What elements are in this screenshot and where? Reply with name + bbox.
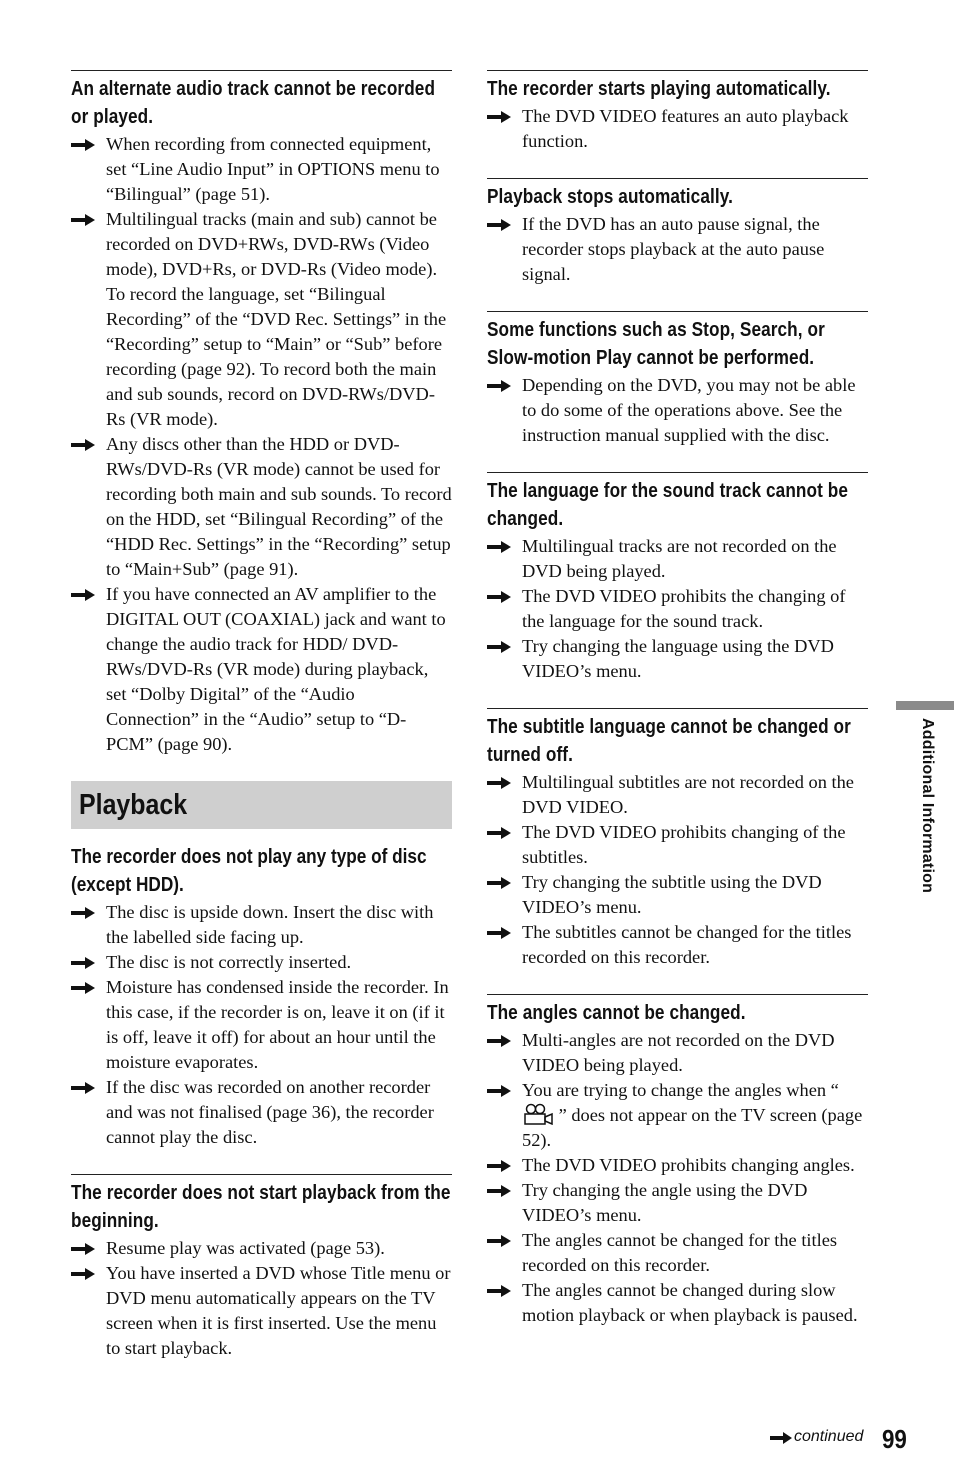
list-item: Multi-angles are not recorded on the DVD VIDEO being played. (487, 1028, 868, 1078)
item-list (71, 132, 452, 757)
list-item: If the DVD has an auto pause signal, the recorder stops playback at the auto pause signal. (487, 212, 868, 287)
arrow-right-icon (487, 380, 511, 392)
section-alternate-audio (71, 70, 452, 757)
arrow-right-icon (487, 1185, 511, 1197)
continued-label: continued (794, 1428, 864, 1445)
item-list (487, 534, 868, 684)
arrow-right-icon (487, 927, 511, 939)
arrow-right-icon (71, 439, 95, 451)
section-heading: Playback stops automatically. (487, 186, 733, 208)
arrow-right-icon (487, 641, 511, 653)
section-heading: The recorder does not start playback from the beginning. (71, 1182, 451, 1232)
section-sound-language (487, 472, 868, 684)
section-auto-play (487, 70, 868, 154)
list-item: Try changing the angle using the DVD VIDEO’s menu. (487, 1178, 868, 1228)
right-column (487, 70, 868, 1352)
list-item: The angles cannot be changed during slow motion playback or when playback is paused. (487, 1278, 868, 1328)
arrow-right-icon (71, 907, 95, 919)
list-item: Try changing the language using the DVD VIDEO’s menu. (487, 634, 868, 684)
side-tab-marker (896, 701, 954, 710)
left-column (71, 70, 452, 1385)
arrow-right-icon (71, 589, 95, 601)
arrow-right-icon (71, 139, 95, 151)
section-heading: The subtitle language cannot be changed or turned off. (487, 716, 851, 766)
list-item: The DVD VIDEO prohibits changing angles. (487, 1153, 868, 1178)
arrow-right-icon (71, 1243, 95, 1255)
arrow-right-icon (487, 827, 511, 839)
band-title: Playback (79, 788, 188, 821)
item-list (487, 1028, 868, 1328)
arrow-right-icon (487, 1035, 511, 1047)
arrow-right-icon (71, 1268, 95, 1280)
section-heading: The recorder does not play any type of disc (except HDD). (71, 846, 427, 896)
list-item: If the disc was recorded on another recorder and was not finalised (page 36), the recorder cannot play the disc. (71, 1075, 452, 1150)
section-heading: The language for the sound track cannot be changed. (487, 480, 849, 530)
item-list (487, 373, 868, 448)
arrow-right-icon (487, 219, 511, 231)
item-list (487, 212, 868, 287)
item-list (71, 1236, 452, 1361)
arrow-right-icon (71, 1082, 95, 1094)
section-no-play (71, 843, 452, 1150)
list-item: The subtitles cannot be changed for the titles recorded on this recorder. (487, 920, 868, 970)
list-item: The DVD VIDEO prohibits changing of the subtitles. (487, 820, 868, 870)
section-auto-stop (487, 178, 868, 287)
section-angles (487, 994, 868, 1328)
side-section-label: Additional Information (919, 718, 936, 894)
arrow-right-icon (487, 777, 511, 789)
arrow-right-icon (71, 957, 95, 969)
item-list (487, 104, 868, 154)
arrow-right-icon (487, 877, 511, 889)
arrow-right-icon (487, 591, 511, 603)
section-heading: The recorder starts playing automatically. (487, 78, 831, 100)
arrow-right-icon (770, 1431, 792, 1443)
list-item: The angles cannot be changed for the titles recorded on this recorder. (487, 1228, 868, 1278)
list-item: Multilingual tracks are not recorded on the DVD being played. (487, 534, 868, 584)
list-item: Any discs other than the HDD or DVD-RWs/DVD-Rs (VR mode) cannot be used for recording both main and sub sounds. To record on the HDD, set “Bilingual Recording” of the “HDD Rec. Settings” in the “Recording” setup to “Main+Sub” (page 91). (71, 432, 452, 582)
item-list (71, 900, 452, 1150)
arrow-right-icon (487, 1235, 511, 1247)
arrow-right-icon (487, 1085, 511, 1097)
list-item: You are trying to change the angles when “ ” does not appear on the TV screen (page 52). (487, 1078, 868, 1153)
list-item: Depending on the DVD, you may not be able to do some of the operations above. See the instruction manual supplied with the disc. (487, 373, 868, 448)
camera-angle-icon (522, 1103, 554, 1125)
list-item: The disc is not correctly inserted. (71, 950, 452, 975)
list-item: Try changing the subtitle using the DVD VIDEO’s menu. (487, 870, 868, 920)
section-not-from-beginning (71, 1174, 452, 1361)
item-list (487, 770, 868, 970)
arrow-right-icon (487, 1160, 511, 1172)
section-subtitle (487, 708, 868, 970)
arrow-right-icon (71, 214, 95, 226)
list-item: Multilingual subtitles are not recorded on the DVD VIDEO. (487, 770, 868, 820)
arrow-right-icon (487, 1285, 511, 1297)
list-item: Multilingual tracks (main and sub) cannot be recorded on DVD+RWs, DVD-RWs (Video mode), DVD+Rs, or DVD-Rs (Video mode). To record the language, set “Bilingual Recording” of the “DVD Rec. Settings” in the “Recording” setup to “Main” or “Sub” before recording (page 92). To record both the main and sub sounds, record on DVD-RWs/DVD-Rs (VR mode). (71, 207, 452, 432)
list-item: If you have connected an AV amplifier to the DIGITAL OUT (COAXIAL) jack and want to change the audio track for HDD/ DVD-RWs/DVD-Rs (VR mode) during playback, set “Dolby Digital” of the “Audio Connection” in the “Audio” setup to “D-PCM” (page 90). (71, 582, 452, 757)
arrow-right-icon (487, 541, 511, 553)
list-item: When recording from connected equipment, set “Line Audio Input” in OPTIONS menu to “Bilingual” (page 51). (71, 132, 452, 207)
section-functions (487, 311, 868, 448)
arrow-right-icon (71, 982, 95, 994)
list-item: The DVD VIDEO prohibits the changing of the language for the sound track. (487, 584, 868, 634)
list-item: The disc is upside down. Insert the disc with the labelled side facing up. (71, 900, 452, 950)
page-number: 99 (882, 1424, 907, 1454)
section-heading: Some functions such as Stop, Search, or Slow-motion Play cannot be performed. (487, 319, 825, 369)
playback-band (71, 781, 452, 829)
section-heading: An alternate audio track cannot be recorded or played. (71, 78, 436, 128)
arrow-right-icon (487, 111, 511, 123)
list-item: Moisture has condensed inside the recorder. In this case, if the recorder is on, leave it on (if it is off, leave it off) for about an hour until the moisture evaporates. (71, 975, 452, 1075)
continued-indicator (770, 1428, 863, 1446)
section-heading: The angles cannot be changed. (487, 1002, 746, 1024)
list-item: The DVD VIDEO features an auto playback function. (487, 104, 868, 154)
list-item: Resume play was activated (page 53). (71, 1236, 452, 1261)
list-item: You have inserted a DVD whose Title menu or DVD menu automatically appears on the TV screen when it is first inserted. Use the menu to start playback. (71, 1261, 452, 1361)
